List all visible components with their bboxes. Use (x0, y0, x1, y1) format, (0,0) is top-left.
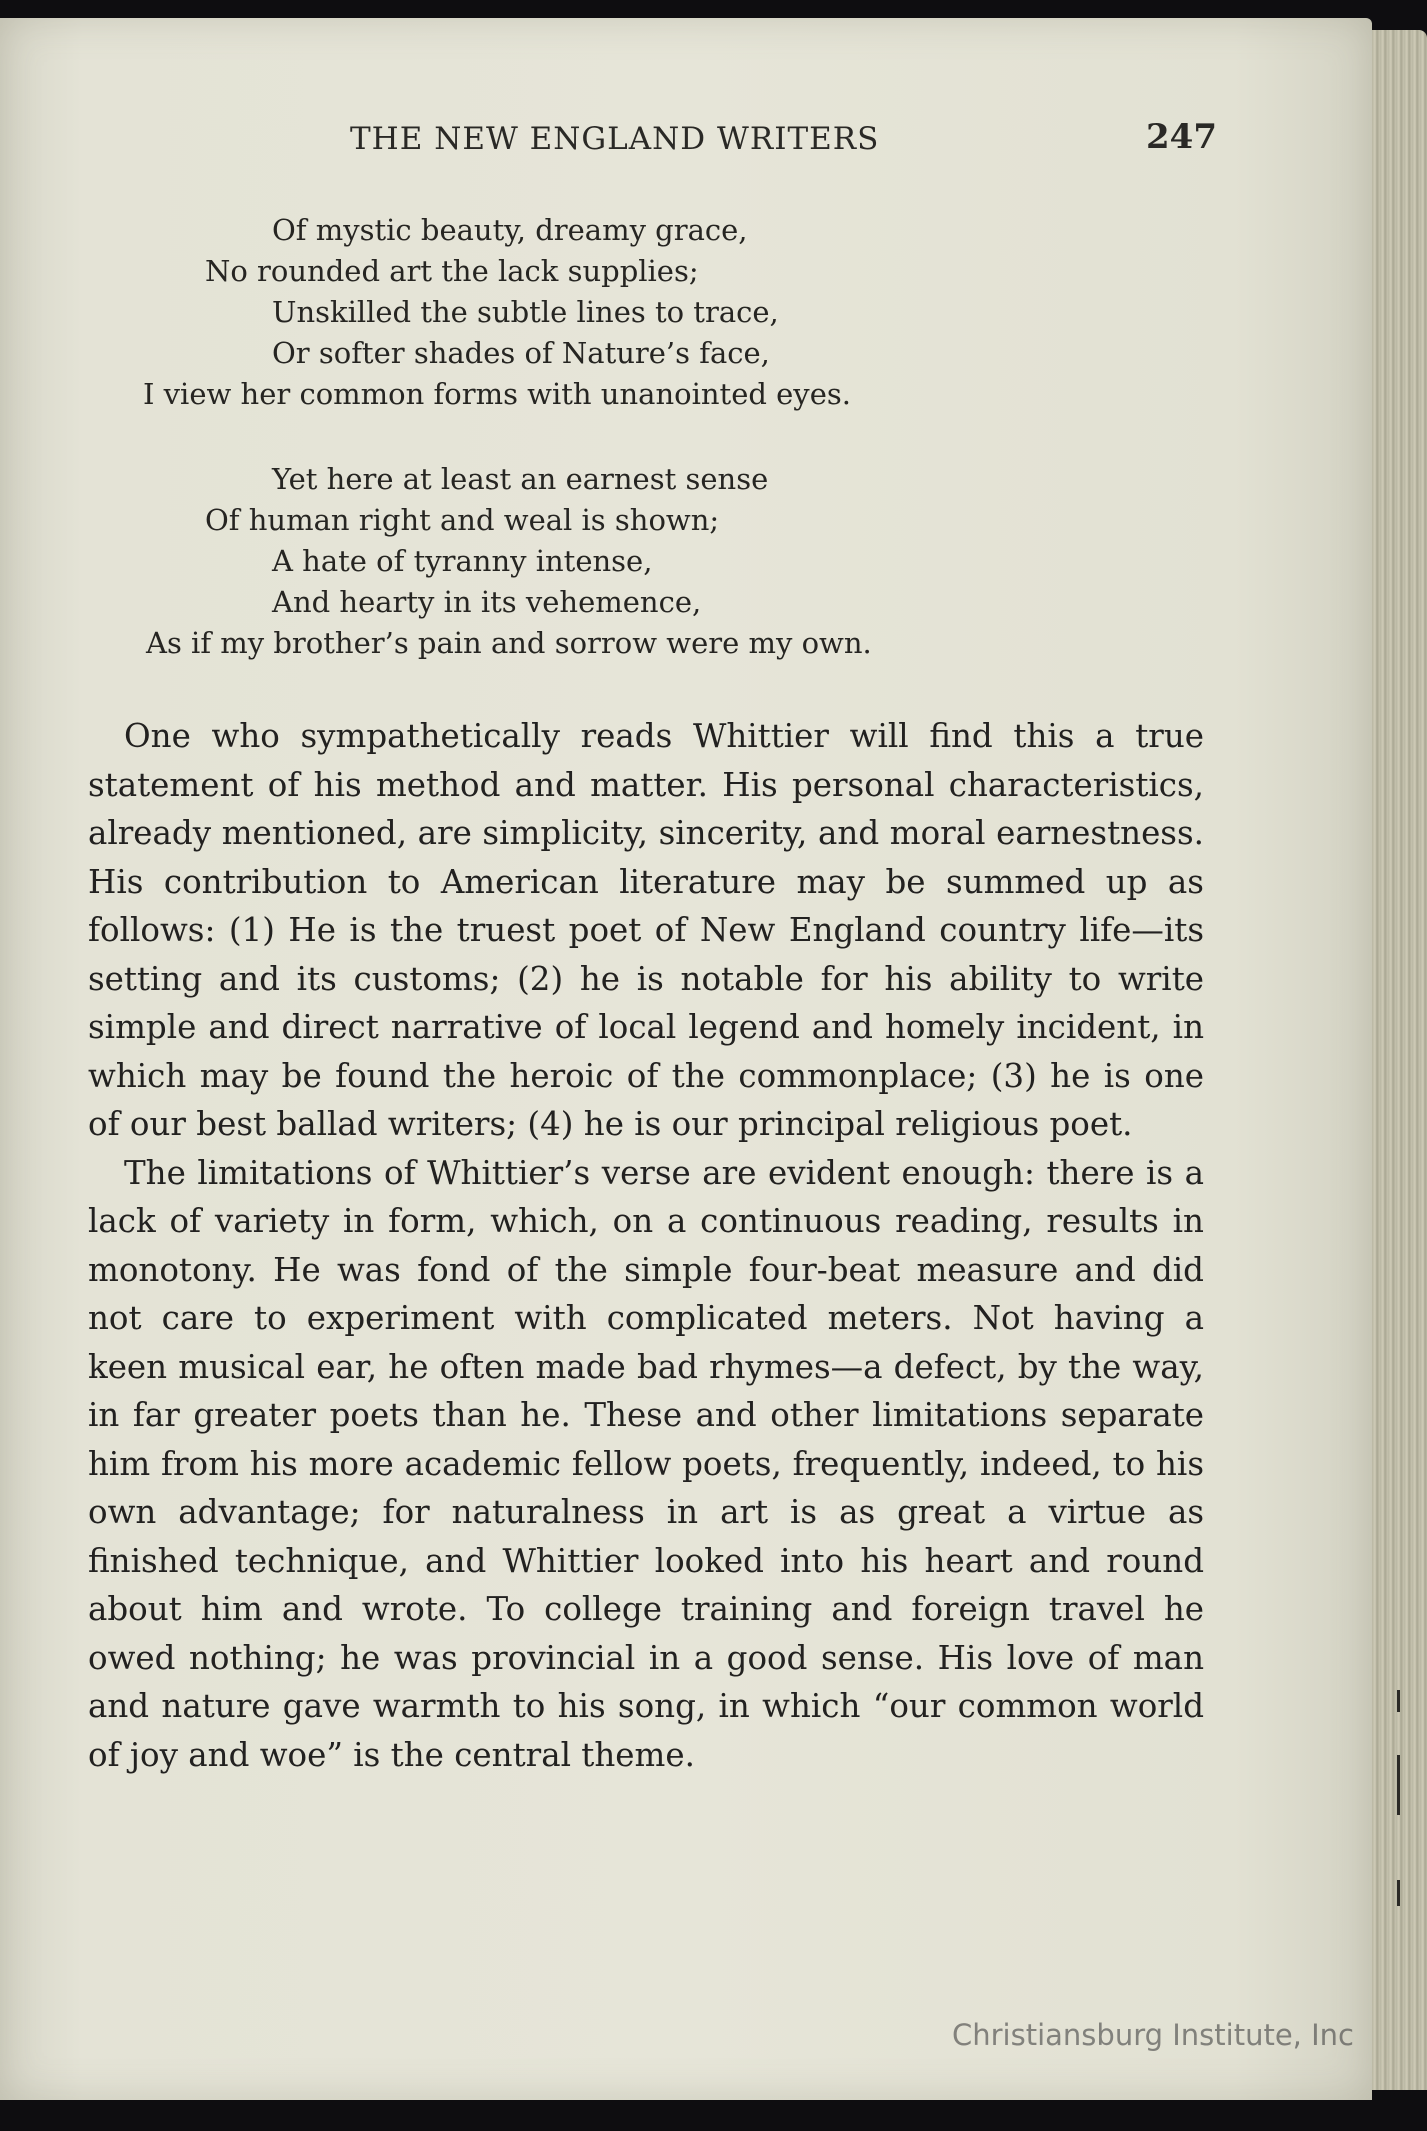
poem-line: Of human right and weal is shown; (205, 503, 720, 537)
poem-line: Unskilled the subtle lines to trace, (272, 295, 779, 329)
poem-line: No rounded art the lack supplies; (205, 254, 699, 288)
poem-line: As if my brother’s pain and sorrow were my own. (146, 626, 872, 660)
poem-line: Of mystic beauty, dreamy grace, (272, 213, 748, 247)
edge-mark (1397, 1880, 1400, 1906)
poem-line: I view her common forms with unanointed eyes. (143, 377, 851, 411)
poem-line: Yet here at least an earnest sense (272, 462, 769, 496)
edge-mark (1397, 1690, 1400, 1712)
poem-line: A hate of tyranny intense, (272, 544, 653, 578)
stanza (0, 210, 1372, 415)
poem-excerpt (0, 210, 1372, 708)
poem-line: Or softer shades of Nature’s face, (272, 336, 770, 370)
page-header (0, 117, 1372, 167)
stanza (0, 459, 1372, 664)
body-text (88, 712, 1204, 1779)
poem-line: And hearty in its vehemence, (272, 585, 702, 619)
page-number: 247 (1146, 117, 1217, 157)
running-title: THE NEW ENGLAND WRITERS (350, 121, 880, 157)
edge-mark (1397, 1755, 1400, 1815)
paragraph: One who sympathetically reads Whittier will find this a true statement of his method and matter. His personal characteristics, already mentioned, are simplicity, sincerity, and moral earnestness. His contribution to American literature may be summed up as follows: (1) He is the truest poet of New England country life—its setting and its customs; (2) he is notable for his ability to write simple and direct narrative of local legend and homely incident, in which may be found the heroic of the commonplace; (3) he is one of our best ballad writers; (4) he is our principal religious poet. (88, 717, 1204, 1143)
watermark: Christiansburg Institute, Inc (952, 2018, 1354, 2052)
paragraph: The limitations of Whittier’s verse are evident enough: there is a lack of variety in form, which, on a continuous reading, results in monotony. He was fond of the simple four-beat measure and did not care to experiment with complicated meters. Not having a keen musical ear, he often made bad rhymes—a defect, by the way, in far greater poets than he. These and other limitations separate him from his more academic fellow poets, frequently, indeed, to his own advantage; for naturalness in art is as great a virtue as finished technique, and Whittier looked into his heart and round about him and wrote. To college training and foreign travel he owed nothing; he was provincial in a good sense. His love of man and nature gave warmth to his song, in which “our common world of joy and woe” is the central theme. (88, 1153, 1204, 1774)
